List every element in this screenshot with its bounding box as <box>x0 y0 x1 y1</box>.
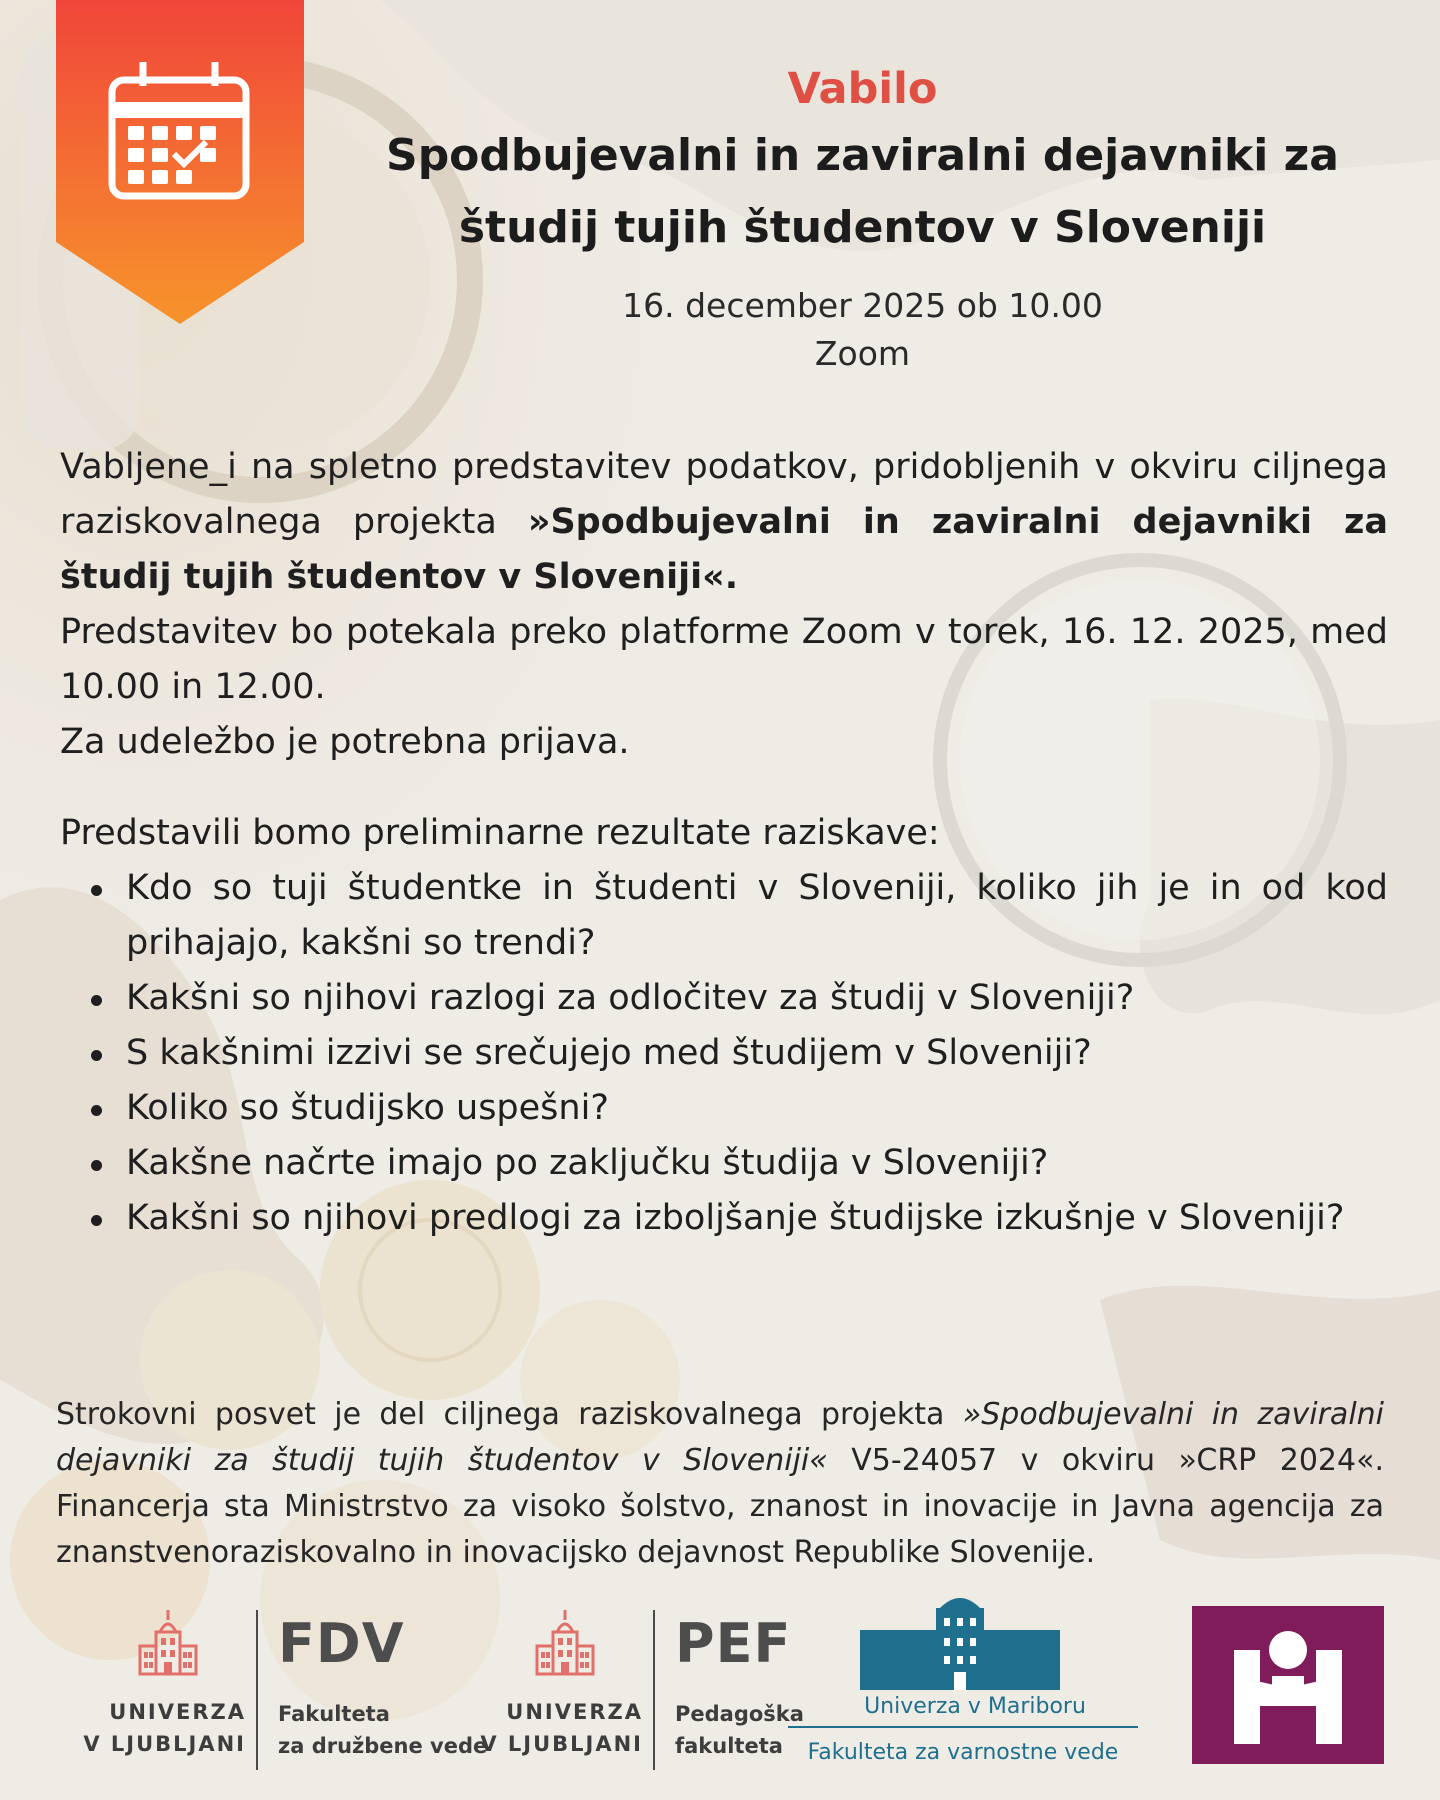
pef-faculty-name <box>675 1698 804 1762</box>
fdv-faculty-line2: za družbene vede <box>278 1734 488 1758</box>
invitation-body <box>60 440 1388 1246</box>
fdv-logo <box>56 1604 488 1784</box>
schedule-text: Predstavitev bo potekala preko platforme Zoom v torek, 16. 12. 2025, med 10.00 in 12.00. <box>60 612 1388 707</box>
intro-project-title: »Spodbujevalni in zaviralni dejavniki za študij tujih študentov v Sloveniji«. <box>60 502 1388 597</box>
calendar-ribbon <box>56 0 304 324</box>
pef-divider <box>653 1610 655 1770</box>
project-footnote <box>56 1392 1384 1576</box>
results-item: Kakšni so njihovi razlogi za odločitev za študij v Sloveniji? <box>126 971 1388 1026</box>
registration-note: Za udeležbo je potrebna prijava. <box>60 722 630 762</box>
um-university-name: Univerza v Mariboru <box>864 1694 1086 1719</box>
fdv-abbreviation: FDV <box>278 1612 405 1675</box>
intro-paragraph <box>60 440 1388 605</box>
footnote-project-title: »Spodbujevalni in zaviralni dejavniki za študij tujih študentov v Sloveniji« <box>56 1397 1384 1478</box>
fdv-university-line1: UNIVERZA <box>109 1700 246 1724</box>
pef-faculty-line2: fakulteta <box>675 1734 783 1758</box>
pef-university-name <box>480 1696 643 1760</box>
footnote-text-2: V5-24057 v okviru »CRP 2024«. Financerja sta Ministrstvo za visoko šolstvo, znanost in inovacije in Javna agencija za znanstvenoraziskovalno in inovacijsko dejavnost Republike Slovenije. <box>56 1443 1384 1570</box>
um-divider <box>788 1726 1138 1728</box>
event-title-line1: Spodbujevalni in zaviralni dejavniki za <box>386 130 1339 181</box>
event-title-line2: študij tujih študentov v Sloveniji <box>458 202 1267 253</box>
um-logo <box>788 1594 1148 1784</box>
results-list <box>60 861 1388 1246</box>
pef-university-line1: UNIVERZA <box>506 1700 643 1724</box>
results-item: Kdo so tuji študentke in študenti v Sloveniji, koliko jih je in od kod prihajajo, kakšni so trendi? <box>126 861 1388 971</box>
university-building-icon <box>138 1608 198 1678</box>
footnote-text-1: Strokovni posvet je del ciljnega raziskovalnega projekta <box>56 1397 963 1432</box>
person-h-logo <box>1192 1606 1384 1764</box>
invitation-kicker: Vabilo <box>787 64 938 114</box>
pef-faculty-line1: Pedagoška <box>675 1702 804 1726</box>
event-date: 16. december 2025 ob 10.00 <box>622 286 1103 325</box>
results-item: S kakšnimi izzivi se srečujejo med študijem v Sloveniji? <box>126 1026 1388 1081</box>
person-h-icon <box>1192 1606 1384 1764</box>
event-title <box>340 120 1385 264</box>
university-building-icon <box>860 1594 1060 1690</box>
fdv-university-name <box>83 1696 246 1760</box>
results-lead: Predstavili bomo preliminarne rezultate raziskave: <box>60 813 940 853</box>
pef-abbreviation: PEF <box>675 1612 792 1675</box>
event-location: Zoom <box>814 334 911 373</box>
pef-university-line2: V LJUBLJANI <box>480 1732 643 1756</box>
fdv-university-line2: V LJUBLJANI <box>83 1732 246 1756</box>
invitation-header <box>340 60 1385 378</box>
fdv-divider <box>256 1610 258 1770</box>
university-building-icon <box>535 1608 595 1678</box>
intro-text: Vabljene_i na spletno predstavitev podatkov, pridobljenih v okviru ciljnega raziskovalnega projekta <box>60 447 1388 542</box>
results-item: Kakšne načrte imajo po zaključku študija v Sloveniji? <box>126 1136 1388 1191</box>
fdv-faculty-line1: Fakulteta <box>278 1702 390 1726</box>
results-item: Kakšni so njihovi predlogi za izboljšanje študijske izkušnje v Sloveniji? <box>126 1191 1388 1246</box>
um-faculty-name: Fakulteta za varnostne vede <box>807 1740 1119 1765</box>
results-item: Koliko so študijsko uspešni? <box>126 1081 1388 1136</box>
